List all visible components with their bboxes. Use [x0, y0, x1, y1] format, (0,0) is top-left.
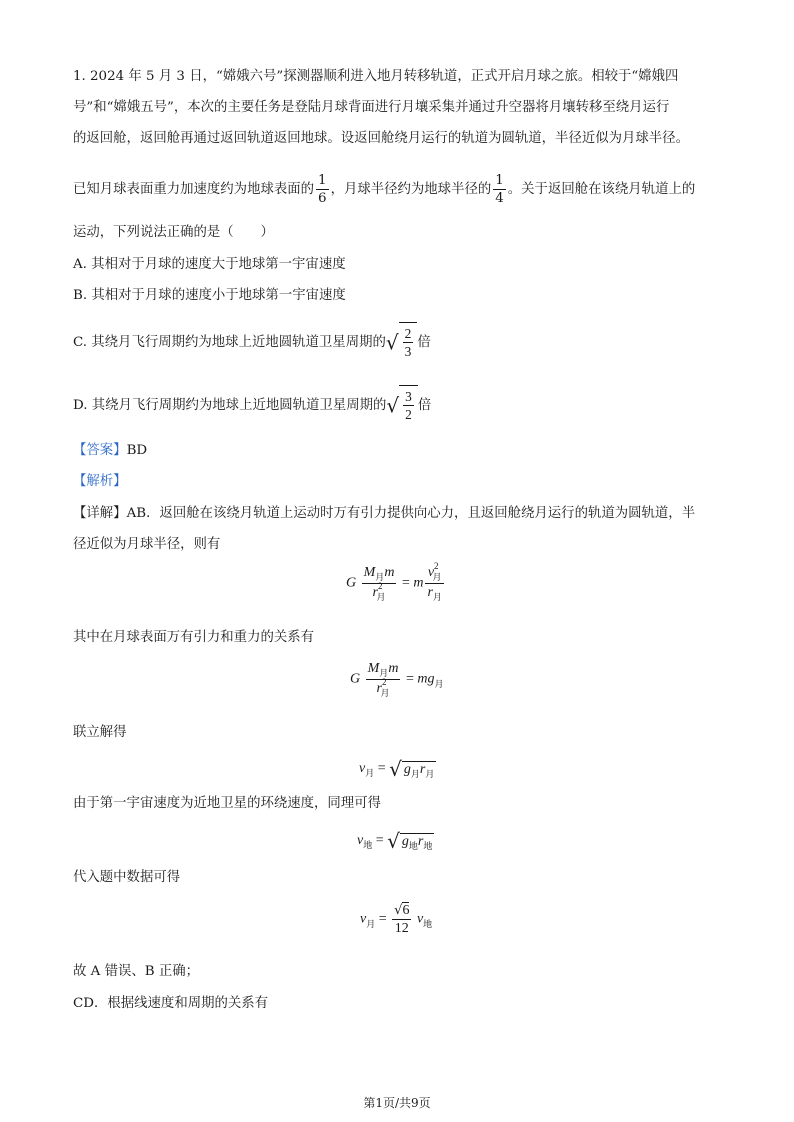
answer-value: BD: [126, 443, 148, 458]
fraction-one-sixth: [316, 172, 329, 207]
subscript-earth: 地: [423, 841, 433, 852]
question-line-4c: 。关于返回舱在该绕月轨道上的: [507, 182, 696, 197]
sqrt-six-value: 6: [402, 903, 410, 918]
detail-cd-text: CD．根据线速度和周期的关系有: [73, 996, 269, 1011]
fraction-denominator: 4: [495, 191, 504, 206]
option-c-suffix: 倍: [417, 335, 431, 350]
question-line-4b: ，月球半径约为地球半径的: [330, 182, 492, 197]
fraction-numerator: 1: [318, 173, 327, 188]
symbol-v: v: [416, 911, 424, 927]
symbol-G: G: [350, 671, 361, 687]
option-d: [73, 385, 431, 426]
symbol-r: r: [427, 585, 433, 600]
equation-moon-velocity: [359, 757, 436, 781]
sqrt-g-r-earth: [387, 829, 434, 853]
symbol-r: r: [376, 681, 382, 696]
symbol-v: v: [427, 565, 435, 580]
fraction-denominator: 6: [318, 191, 327, 206]
superscript-2: 2: [382, 677, 387, 687]
symbol-M: M: [367, 661, 380, 676]
fraction-one-quarter: [493, 172, 506, 207]
subscript-moon: 月: [434, 679, 444, 690]
question-line-3: 的返回舱，返回舱再通过返回轨道返回地球。设返回舱绕月运行的轨道为圆轨道，半径近似为月球半径。: [73, 131, 689, 146]
subscript-earth: 地: [408, 841, 418, 852]
symbol-M: M: [363, 565, 376, 580]
option-d-suffix: 倍: [417, 398, 432, 413]
radical-sign: √: [389, 757, 402, 781]
subscript-moon: 月: [432, 573, 442, 583]
detail-relation-text: 其中在月球表面万有引力和重力的关系有: [73, 630, 315, 645]
symbol-r: r: [419, 761, 426, 777]
symbol-v: v: [359, 761, 366, 777]
question-line-4a: 已知月球表面重力加速度约为地球表面的: [73, 182, 315, 197]
question-line-1: 1. 2024 年 5 月 3 日，“嫦娥六号”探测器顺利进入地月转移轨道，正式开启月球之旅。相较于“嫦娥四: [73, 69, 679, 84]
question-line-5: 运动，下列说法正确的是（ ）: [73, 225, 274, 240]
symbol-m: m: [413, 575, 424, 591]
symbol-v: v: [360, 911, 367, 927]
detail-conclusion-text: 故 A 错误、B 正确；: [73, 964, 200, 979]
radical-sign: √: [385, 330, 399, 355]
fraction-numerator: 2: [404, 326, 412, 341]
sqrt-three-halves: [386, 385, 417, 426]
detail-substitute-text: 代入题中数据可得: [73, 870, 181, 885]
symbol-r: r: [372, 585, 378, 600]
detail-first-cosmic-text: 由于第一宇宙速度为近地卫星的环绕速度，同理可得: [73, 796, 381, 811]
radical-sign: √: [394, 903, 403, 918]
subscript-earth: 地: [423, 919, 433, 930]
subscript-earth: 地: [363, 841, 373, 852]
fraction-numerator: 1: [495, 173, 504, 188]
detail-text-1: AB．返回舱在该绕月轨道上运动时万有引力提供向心力，且返回舱绕月运行的轨道为圆轨道，半: [126, 506, 696, 521]
subscript-moon: 月: [376, 593, 386, 603]
option-c-text: C. 其绕月飞行周期约为地球上近地圆轨道卫星周期的: [73, 335, 386, 350]
question-line-4: [73, 170, 695, 210]
equals-sign: =: [375, 833, 384, 849]
subscript-moon: 月: [365, 769, 375, 780]
equation-gravitation-centripetal: [346, 561, 446, 603]
equals-sign: =: [378, 911, 387, 927]
page-footer: 第1页/共9页: [363, 1096, 431, 1110]
subscript-moon: 月: [410, 769, 420, 780]
superscript-2: 2: [434, 561, 439, 571]
detail-solve-text: 联立解得: [73, 725, 127, 740]
symbol-m: m: [384, 565, 395, 580]
denominator-twelve: 12: [394, 921, 409, 936]
answer-line: [73, 441, 147, 461]
subscript-moon: 月: [432, 593, 442, 603]
radical-sign: √: [386, 393, 400, 418]
sqrt-two-thirds: [386, 322, 417, 363]
option-d-text: D. 其绕月飞行周期约为地球上近地圆轨道卫星周期的: [73, 398, 387, 413]
subscript-moon: 月: [380, 689, 390, 699]
option-c: [73, 322, 431, 363]
subscript-moon: 月: [425, 769, 435, 780]
sqrt-g-r-moon: [389, 757, 436, 781]
detail-line-2: 径近似为月球半径，则有: [73, 537, 221, 552]
option-a: A. 其相对于月球的速度大于地球第一宇宙速度: [73, 257, 346, 272]
fraction-denominator: 2: [405, 407, 412, 422]
equals-sign: =: [405, 671, 414, 687]
equation-velocity-ratio: [360, 902, 432, 937]
equals-sign: =: [377, 761, 386, 777]
radical-sign: √: [387, 829, 400, 853]
fraction-denominator: 3: [404, 344, 412, 359]
subscript-moon: 月: [366, 919, 376, 930]
analysis-line: [73, 472, 127, 492]
symbol-G: G: [346, 575, 357, 591]
equation-earth-velocity: [357, 829, 434, 853]
fraction-numerator: 3: [405, 389, 412, 404]
analysis-label: 【解析】: [73, 474, 127, 489]
symbol-g: g: [427, 671, 435, 687]
symbol-g: g: [401, 833, 409, 849]
equals-sign: =: [401, 575, 410, 591]
option-b: B. 其相对于月球的速度小于地球第一宇宙速度: [73, 288, 346, 303]
subscript-moon: 月: [375, 573, 385, 583]
detail-label: 【详解】: [73, 506, 127, 521]
answer-label: 【答案】: [73, 443, 127, 458]
symbol-m: m: [388, 661, 399, 676]
superscript-2: 2: [378, 581, 383, 591]
subscript-moon: 月: [379, 669, 389, 679]
detail-line-1: [73, 504, 695, 524]
question-line-2: 号”和“嫦娥五号”，本次的主要任务是登陆月球背面进行月壤采集并通过升空器将月壤转移至绕月运行: [73, 100, 670, 115]
equation-gravity-weight: [350, 660, 443, 699]
symbol-g: g: [403, 761, 411, 777]
symbol-m: m: [417, 671, 428, 687]
symbol-r: r: [417, 833, 424, 849]
symbol-v: v: [357, 833, 364, 849]
